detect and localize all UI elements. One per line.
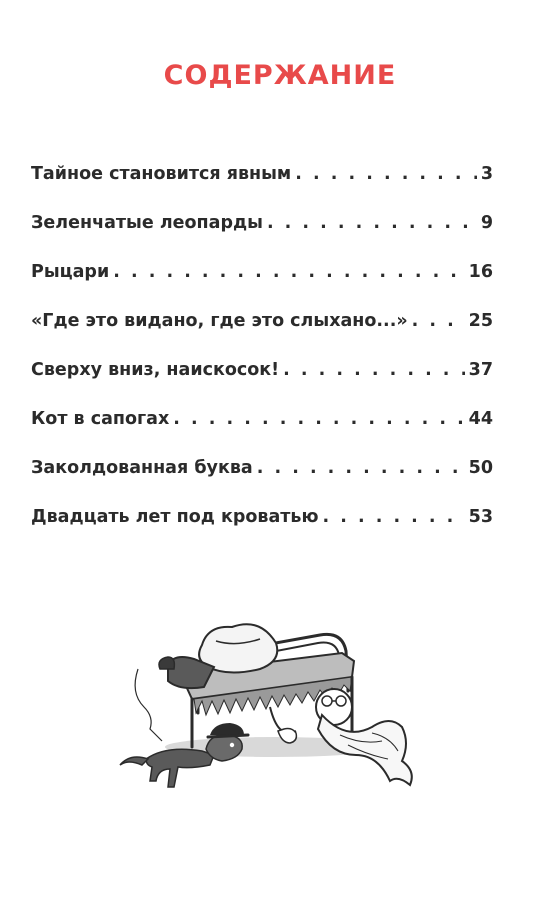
- cat-eye: [230, 743, 234, 747]
- toc-entry[interactable]: [31, 213, 493, 262]
- toc-entry-title: Рыцари: [31, 262, 110, 282]
- toc-entry-title: Зеленчатые леопарды: [31, 213, 263, 233]
- toc-leader-dots: [295, 164, 477, 184]
- toc-leader-dots: [257, 458, 465, 478]
- toc-entry[interactable]: [31, 360, 493, 409]
- toc-entry-page: 25: [468, 311, 493, 331]
- toc-leader-dots: [267, 213, 477, 233]
- toc-entry-title: Кот в сапогах: [31, 409, 170, 429]
- cat-head: [206, 735, 242, 761]
- toc-entry[interactable]: [31, 409, 493, 458]
- bed-cat-old-man-illustration: [110, 595, 430, 825]
- toc-entry[interactable]: [31, 164, 493, 213]
- toc-leader-dots: [283, 360, 465, 380]
- toc-leader-dots: [113, 262, 464, 282]
- cat-tail: [120, 757, 148, 765]
- toc-entry-title: Тайное становится явным: [31, 164, 292, 184]
- toc-entry-page: 50: [468, 458, 493, 478]
- toc-entry-title: Двадцать лет под кроватью: [31, 507, 319, 527]
- cat-cap-visor: [208, 735, 248, 737]
- leash-line: [135, 669, 162, 741]
- toc-entry[interactable]: [31, 311, 493, 360]
- toc-entry-page: 53: [468, 507, 493, 527]
- toc-entry-page: 3: [480, 164, 493, 184]
- table-of-contents: [31, 164, 493, 556]
- cat-cap: [210, 723, 244, 735]
- toc-entry-title: Заколдованная буква: [31, 458, 253, 478]
- toc-entry-page: 9: [480, 213, 493, 233]
- toc-leader-dots: [173, 409, 464, 429]
- toc-entry-page: 44: [468, 409, 493, 429]
- toc-leader-dots: [322, 507, 464, 527]
- toc-entry-page: 37: [468, 360, 493, 380]
- illustration-svg: [110, 595, 430, 825]
- toc-entry[interactable]: [31, 507, 493, 556]
- toc-entry-title: «Где это видано, где это слыхано...»: [31, 311, 408, 331]
- toc-entry-title: Сверху вниз, наискосок!: [31, 360, 280, 380]
- toc-entry[interactable]: [31, 458, 493, 507]
- cat-body: [146, 749, 214, 787]
- toc-entry[interactable]: [31, 262, 493, 311]
- toc-leader-dots: [412, 311, 465, 331]
- toc-entry-page: 16: [468, 262, 493, 282]
- page-title: СОДЕРЖАНИЕ: [163, 60, 397, 91]
- person-shoe: [159, 657, 174, 669]
